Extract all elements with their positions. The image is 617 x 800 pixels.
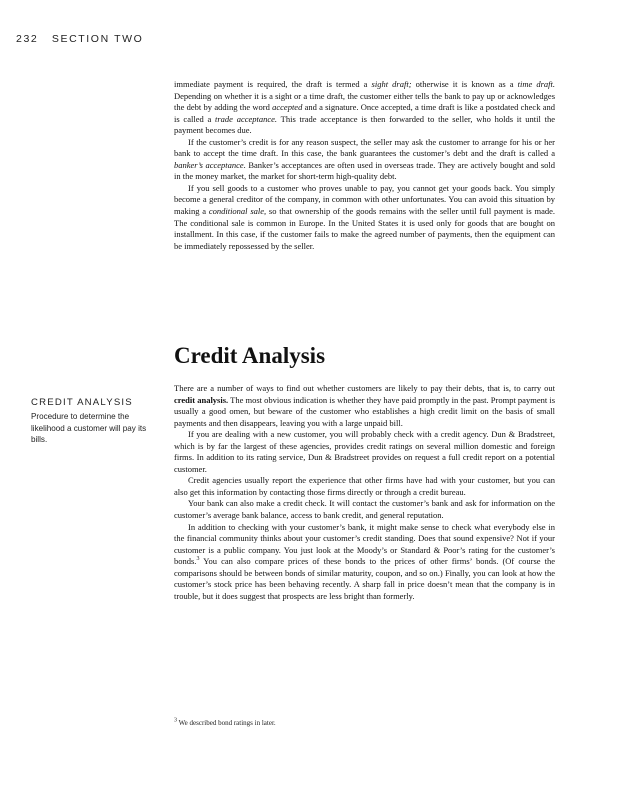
paragraph	[174, 383, 555, 429]
section-label: SECTION TWO	[51, 33, 144, 45]
text-run: If you are dealing with a new customer, you will probably check with a credit agency. Dun & Bradstreet, which is by far the largest of these agencies, provides credit ratings on several million domestic and foreign firms. In addition to its rating service, Dun & Bradstreet provides on request a full credit report on a potential customer.	[174, 429, 555, 474]
text-run: Banker’s acceptances are often used in overseas trade. They are actively bought and sold in the money market, the market for short-term high-quality debt.	[174, 159, 556, 182]
emphasized-term: accepted	[272, 102, 303, 113]
emphasized-term: trade acceptance.	[215, 113, 278, 124]
footnote-text: We described bond ratings in later.	[178, 719, 276, 727]
text-run: so that ownership of the goods remains with the seller until full payment is made. The conditional sale is common in Europe. In the United States it is used only for goods that are bought on installment. In this case, if the customer fails to make the agreed number of payments, then the equipment can be immediately repossessed by the seller.	[174, 206, 555, 251]
text-run: otherwise it is known as a	[411, 79, 518, 89]
text-run: There are a number of ways to find out whether customers are likely to pay their debts, that is, to carry out	[174, 383, 555, 393]
footnote	[174, 719, 276, 727]
emphasized-term: conditional sale,	[208, 206, 267, 217]
text-run: Depending on whether it is a sight or a time draft, the customer either tells the bank to pay up or acknowledges the debt by adding the word	[174, 90, 555, 113]
paragraph	[174, 429, 555, 475]
emphasized-term: sight draft;	[371, 79, 412, 89]
emphasized-term: credit analysis.	[174, 394, 229, 405]
paragraph	[174, 475, 555, 498]
footnote-marker: 3	[174, 717, 177, 724]
text-run: If you sell goods to a customer who proves unable to pay, you cannot get your goods back. You simply become a general creditor of the company, in common with other unfortunates. You can avoid this situation by making a	[174, 182, 555, 217]
text-run: Your bank can also make a credit check. It will contact the customer’s bank and ask for information on the customer’s average bank balance, access to bank credit, and general reputation.	[174, 498, 555, 521]
paragraph	[174, 183, 555, 252]
text-run: immediate payment is required, the draft is termed a	[174, 79, 372, 89]
text-run: You can also compare prices of these bonds to the prices of other firms’ bonds. (Of course the comparisons should be between bonds of similar maturity, coupon, and so on.) Finally, you can look at how the customer’s stock price has been behaving recently. A sharp fall in price doesn’t mean that the company is in trouble, but it does suggest that prospects are less bright than formerly.	[174, 556, 555, 601]
section-heading: Credit Analysis	[174, 343, 326, 368]
text-run: The most obvious indication is whether they have paid promptly in the past. Prompt payment is usually a good omen, but beware of the customer who establishes a high credit limit on the basis of small payments and then disappears, leaving you with a large unpaid bill.	[174, 394, 555, 428]
running-head	[16, 33, 143, 45]
paragraph	[174, 137, 555, 183]
emphasized-term: banker’s acceptance.	[174, 159, 246, 170]
text-run: Credit agencies usually report the experience that other firms have had with your customer, but you can also get this information by contacting those firms directly or through a credit bureau.	[174, 475, 555, 497]
text-run: and a signature. Once accepted, a time draft is like a postdated check and is called a	[174, 102, 555, 124]
margin-term: CREDIT ANALYSIS	[31, 397, 133, 408]
text-run: If the customer’s credit is for any reason suspect, the seller may ask the customer to arrange for his or her bank to accept the time draft. In this case, the bank guarantees the customer’s debt and the draft is called a	[174, 136, 555, 159]
continued-text	[174, 79, 555, 252]
text-run: This trade acceptance is then forwarded to the seller, who holds it until the payment becomes due.	[174, 113, 555, 136]
page-number: 232	[16, 33, 39, 45]
paragraph	[174, 498, 555, 521]
paragraph	[174, 79, 555, 137]
emphasized-term: time draft.	[517, 79, 555, 89]
text-run: In addition to checking with your customer’s bank, it might make sense to check what everybody else in the financial community thinks about your customer’s credit standing. Does that sound expensive? Not if your customer is a public company. You just look at the Moody’s or Standard & Poor’s rating for the customer’s bonds.	[174, 521, 555, 567]
credit-analysis-text	[174, 383, 555, 602]
paragraph	[174, 522, 555, 603]
footnote-reference: 3	[196, 556, 200, 563]
margin-definition: Procedure to determine the likelihood a customer will pay its bills.	[31, 412, 147, 444]
